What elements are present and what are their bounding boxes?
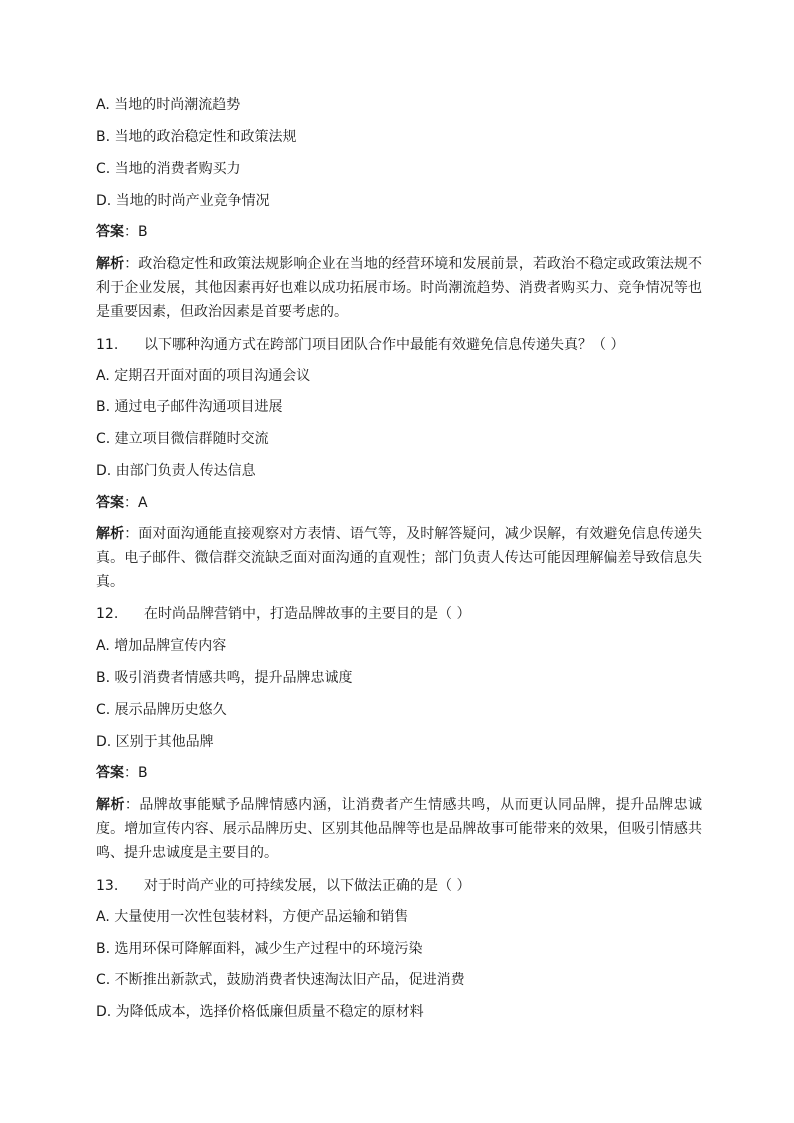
q11-option-b: B. 通过电子邮件沟通项目进展	[96, 399, 283, 415]
question-number: 13.	[96, 878, 119, 894]
analysis-text: ：政治稳定性和政策法规影响企业在当地的经营环境和发展前景，若政治不稳定或政策法规不利于企业发展，其他因素再好也难以成功拓展市场。时尚潮流趋势、消费者购买力、竞争情况等也是重要因素，但政治因素是首要考虑的。	[96, 256, 703, 320]
q13-option-a: A. 大量使用一次性包装材料，方便产品运输和销售	[96, 909, 409, 925]
analysis-label: 解析	[96, 526, 125, 542]
q10-option-b: B. 当地的政治稳定性和政策法规	[96, 129, 297, 145]
q11-answer	[96, 493, 148, 513]
analysis-text: ：面对面沟通能直接观察对方表情、语气等，及时解答疑问，减少误解，有效避免信息传递失真。电子邮件、微信群交流缺乏面对面沟通的直观性；部门负责人传达可能因理解偏差导致信息失真。	[96, 526, 703, 590]
q11-question	[96, 335, 624, 355]
answer-label: 答案	[96, 765, 124, 781]
q12-option-c: C. 展示品牌历史悠久	[96, 702, 227, 718]
q12-option-d: D. 区别于其他品牌	[96, 734, 214, 750]
answer-label: 答案	[96, 224, 124, 240]
answer-label: 答案	[96, 495, 124, 511]
q11-option-a: A. 定期召开面对面的项目沟通会议	[96, 368, 311, 384]
q10-answer	[96, 222, 148, 242]
q12-analysis	[96, 793, 702, 865]
q11-analysis	[96, 522, 702, 594]
q10-analysis	[96, 252, 702, 324]
q10-option-c: C. 当地的消费者购买力	[96, 161, 241, 177]
q13-option-b: B. 选用环保可降解面料，减少生产过程中的环境污染	[96, 941, 423, 957]
q12-option-b: B. 吸引消费者情感共鸣，提升品牌忠诚度	[96, 670, 353, 686]
answer-value: ：B	[124, 224, 148, 240]
analysis-label: 解析	[96, 797, 125, 813]
question-number: 11.	[96, 337, 119, 353]
question-text: 对于时尚产业的可持续发展，以下做法正确的是（ ）	[144, 878, 471, 894]
q10-option-d: D. 当地的时尚产业竞争情况	[96, 193, 270, 209]
q12-answer	[96, 763, 148, 783]
question-text: 在时尚品牌营销中，打造品牌故事的主要目的是（ ）	[144, 606, 471, 622]
q11-option-c: C. 建立项目微信群随时交流	[96, 431, 269, 447]
q13-option-d: D. 为降低成本，选择价格低廉但质量不稳定的原材料	[96, 1004, 424, 1020]
q10-option-a: A. 当地的时尚潮流趋势	[96, 97, 241, 113]
question-text: 以下哪种沟通方式在跨部门项目团队合作中最能有效避免信息传递失真？（ ）	[144, 337, 625, 353]
q12-option-a: A. 增加品牌宣传内容	[96, 638, 227, 654]
q12-question	[96, 604, 470, 624]
analysis-text: ：品牌故事能赋予品牌情感内涵，让消费者产生情感共鸣，从而更认同品牌，提升品牌忠诚度。增加宣传内容、展示品牌历史、区别其他品牌等也是品牌故事可能带来的效果，但吸引情感共鸣、提升忠诚度是主要目的。	[96, 797, 703, 861]
analysis-label: 解析	[96, 256, 125, 272]
q11-option-d: D. 由部门负责人传达信息	[96, 463, 256, 479]
question-number: 12.	[96, 606, 119, 622]
q13-question	[96, 876, 470, 896]
answer-value: ：B	[124, 765, 148, 781]
q13-option-c: C. 不断推出新款式，鼓励消费者快速淘汰旧产品，促进消费	[96, 972, 465, 988]
answer-value: ：A	[124, 495, 148, 511]
